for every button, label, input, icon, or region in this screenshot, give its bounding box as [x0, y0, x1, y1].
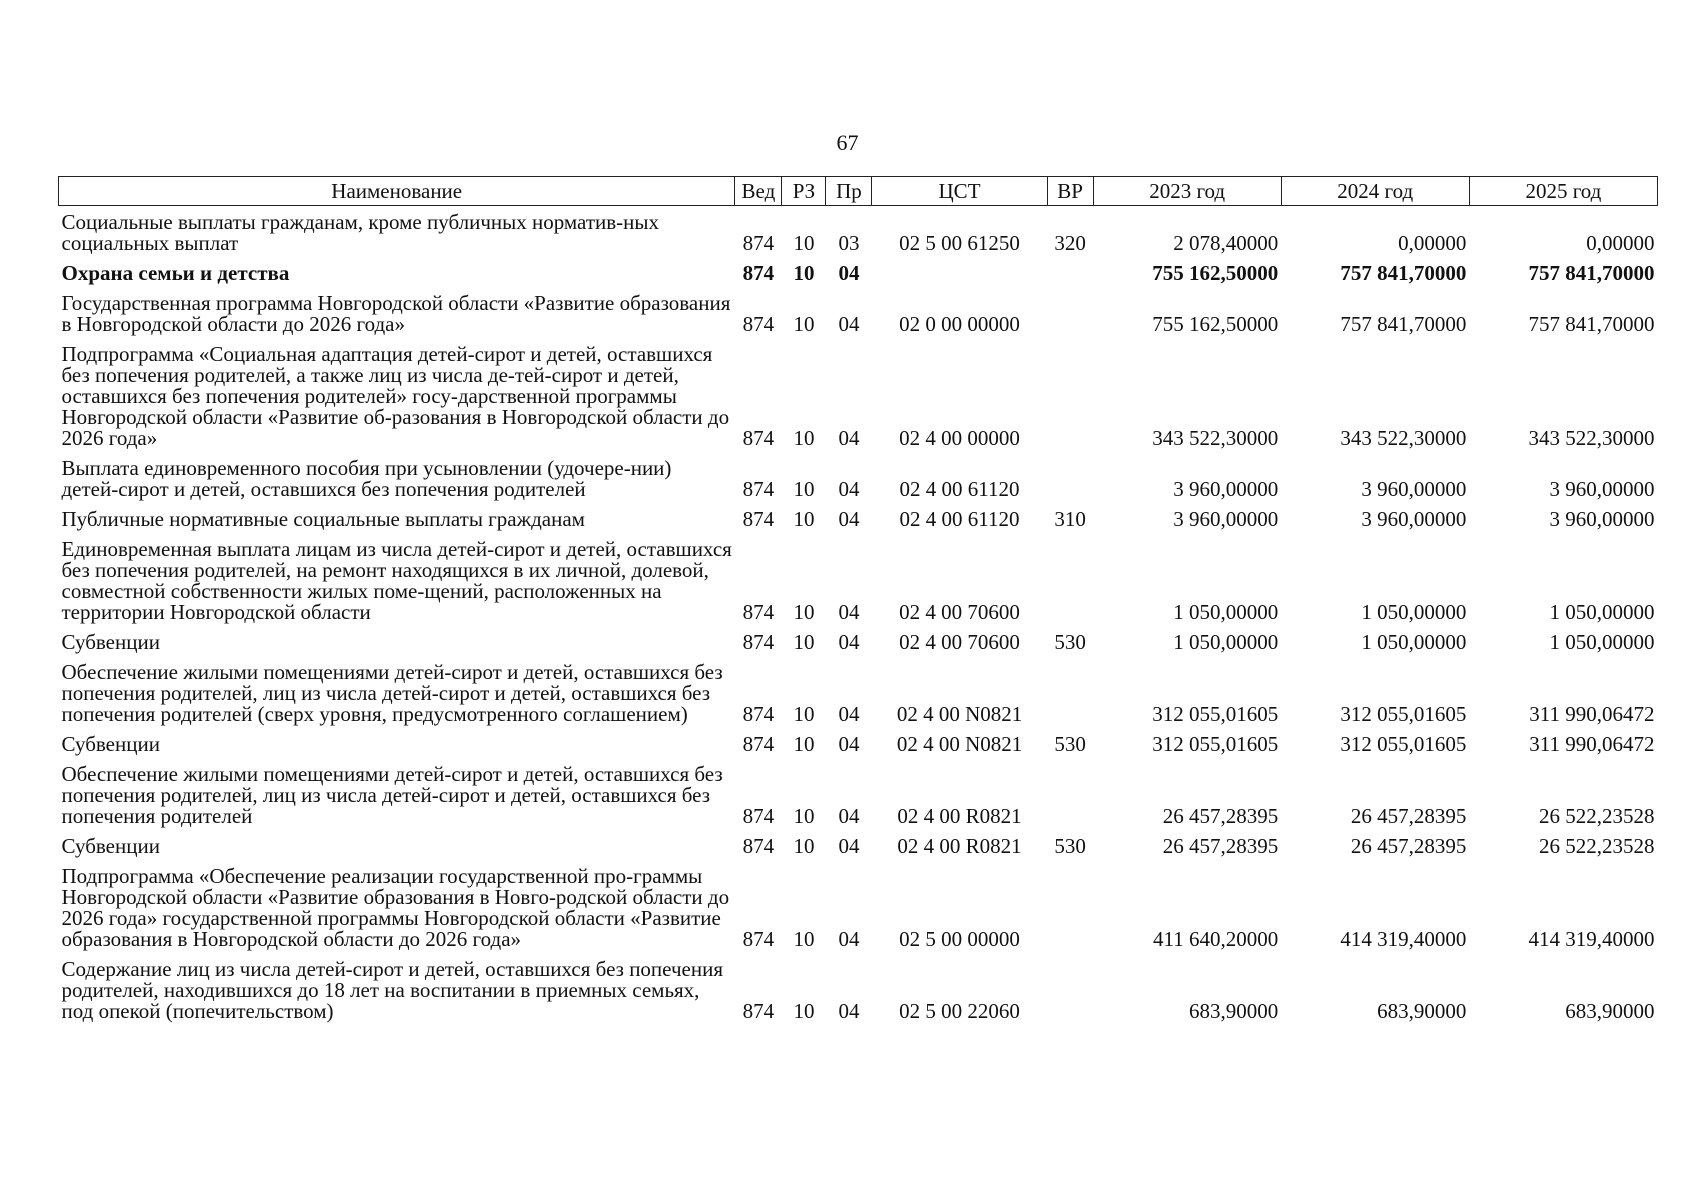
cell-vr: 310	[1054, 507, 1086, 531]
cell-name: Социальные выплаты гражданам, кроме публичных норматив-ных социальных выплат	[61, 210, 659, 255]
cell-2024: 26 457,28395	[1350, 804, 1467, 828]
cell-2025: 757 841,70000	[1528, 312, 1655, 336]
budget-table	[58, 176, 1658, 1025]
cell-rz: 10	[793, 507, 815, 531]
cell-cst: 02 4 00 00000	[899, 426, 1020, 450]
cell-vr: 530	[1054, 630, 1086, 654]
cell-ved: 874	[742, 834, 775, 858]
cell-ved: 874	[742, 732, 775, 756]
cell-ved: 874	[742, 999, 775, 1023]
cell-name: Публичные нормативные социальные выплаты гражданам	[61, 507, 585, 531]
cell-cst: 02 4 00 70600	[899, 600, 1020, 624]
table-row	[59, 758, 1658, 830]
header-vr: ВР	[1047, 177, 1093, 206]
cell-rz: 10	[793, 732, 815, 756]
cell-vr	[1047, 656, 1093, 728]
cell-2024: 0,00000	[1398, 231, 1467, 255]
header-2025: 2025 год	[1469, 177, 1657, 206]
cell-pr: 04	[838, 732, 860, 756]
cell-2024: 757 841,70000	[1340, 312, 1467, 336]
table-header	[59, 177, 1658, 206]
cell-2024: 414 319,40000	[1340, 927, 1467, 951]
header-name: Наименование	[59, 177, 735, 206]
cell-name: Обеспечение жилыми помещениями детей-сирот и детей, оставшихся без попечения родителей, лиц из числа детей-сирот и детей, оставшихся без попечения родителей	[61, 762, 723, 828]
cell-name: Охрана семьи и детства	[61, 261, 290, 285]
page-number: 67	[836, 130, 859, 155]
cell-cst: 02 4 00 R0821	[897, 834, 1022, 858]
table-row	[59, 338, 1658, 452]
cell-vr	[1047, 257, 1093, 287]
cell-2025: 1 050,00000	[1549, 630, 1655, 654]
cell-2025: 311 990,06472	[1529, 732, 1655, 756]
cell-name: Подпрограмма «Обеспечение реализации государственной про-граммы Новгородской области «Развитие образования в Новго-родской области до 2026 года» государственной программы Новгородской области «Развитие образования в Новгородской области до 2026 года»	[61, 864, 730, 951]
table-row	[59, 860, 1658, 953]
header-2023: 2023 год	[1093, 177, 1281, 206]
cell-cst: 02 4 00 61120	[899, 477, 1020, 501]
cell-2023: 3 960,00000	[1173, 507, 1279, 531]
cell-vr: 530	[1054, 834, 1086, 858]
cell-2025: 1 050,00000	[1549, 600, 1655, 624]
cell-2023: 26 457,28395	[1162, 804, 1279, 828]
table-row	[59, 953, 1658, 1025]
cell-pr: 04	[838, 477, 860, 501]
cell-rz: 10	[793, 804, 815, 828]
table-row	[59, 503, 1658, 533]
cell-2025: 343 522,30000	[1528, 426, 1655, 450]
table-row	[59, 452, 1658, 503]
cell-2024: 1 050,00000	[1361, 600, 1467, 624]
cell-2024: 683,90000	[1377, 999, 1467, 1023]
cell-cst: 02 4 00 70600	[899, 630, 1020, 654]
cell-rz: 10	[793, 261, 815, 285]
cell-2025: 0,00000	[1586, 231, 1655, 255]
cell-rz: 10	[793, 630, 815, 654]
cell-cst: 02 5 00 22060	[899, 999, 1020, 1023]
cell-ved: 874	[742, 804, 775, 828]
cell-rz: 10	[793, 702, 815, 726]
cell-pr: 04	[838, 630, 860, 654]
cell-cst: 02 5 00 00000	[899, 927, 1020, 951]
cell-ved: 874	[742, 231, 775, 255]
cell-2023: 343 522,30000	[1152, 426, 1279, 450]
cell-name: Государственная программа Новгородской области «Развитие образования в Новгородской области до 2026 года»	[61, 291, 731, 336]
cell-2024: 3 960,00000	[1361, 477, 1467, 501]
cell-2025: 683,90000	[1565, 999, 1655, 1023]
cell-pr: 04	[838, 927, 860, 951]
cell-ved: 874	[742, 312, 775, 336]
cell-ved: 874	[742, 426, 775, 450]
cell-pr: 04	[838, 426, 860, 450]
cell-rz: 10	[793, 834, 815, 858]
cell-pr: 04	[838, 600, 860, 624]
cell-2023: 312 055,01605	[1152, 732, 1279, 756]
cell-name: Субвенции	[61, 732, 160, 756]
cell-2025: 757 841,70000	[1528, 261, 1655, 285]
cell-2023: 411 640,20000	[1152, 927, 1279, 951]
table-row	[59, 257, 1658, 287]
cell-cst: 02 0 00 00000	[899, 312, 1020, 336]
cell-ved: 874	[742, 261, 775, 285]
cell-rz: 10	[793, 927, 815, 951]
table-body	[59, 206, 1658, 1026]
cell-2023: 2 078,40000	[1173, 231, 1279, 255]
cell-rz: 10	[793, 600, 815, 624]
cell-pr: 04	[838, 312, 860, 336]
cell-vr	[1047, 860, 1093, 953]
cell-pr: 04	[838, 261, 860, 285]
cell-2024: 312 055,01605	[1340, 732, 1467, 756]
header-2024: 2024 год	[1281, 177, 1469, 206]
cell-2023: 312 055,01605	[1152, 702, 1279, 726]
cell-2025: 414 319,40000	[1528, 927, 1655, 951]
cell-ved: 874	[742, 927, 775, 951]
cell-2024: 343 522,30000	[1340, 426, 1467, 450]
cell-ved: 874	[742, 507, 775, 531]
cell-cst: 02 5 00 61250	[899, 231, 1020, 255]
header-ved: Вед	[735, 177, 782, 206]
cell-rz: 10	[793, 477, 815, 501]
cell-ved: 874	[742, 630, 775, 654]
cell-vr	[1047, 533, 1093, 626]
cell-2023: 3 960,00000	[1173, 477, 1279, 501]
cell-2025: 26 522,23528	[1539, 834, 1655, 858]
cell-2025: 311 990,06472	[1529, 702, 1655, 726]
cell-ved: 874	[742, 600, 775, 624]
cell-name: Единовременная выплата лицам из числа детей-сирот и детей, оставшихся без попечения родителей, на ремонт находящихся в их личной, долевой, совместной собственности жилых поме-щений, расположенных на территории Новгородской области	[61, 537, 732, 624]
cell-2023: 755 162,50000	[1152, 261, 1279, 285]
cell-vr	[1047, 338, 1093, 452]
cell-2023: 755 162,50000	[1152, 312, 1279, 336]
cell-2025: 26 522,23528	[1539, 804, 1655, 828]
cell-2024: 3 960,00000	[1361, 507, 1467, 531]
table-row	[59, 728, 1658, 758]
cell-2024: 26 457,28395	[1350, 834, 1467, 858]
cell-name: Выплата единовременного пособия при усыновлении (удочере-нии) детей-сирот и детей, оставшихся без попечения родителей	[61, 456, 672, 501]
cell-rz: 10	[793, 312, 815, 336]
cell-rz: 10	[793, 426, 815, 450]
cell-pr: 04	[838, 834, 860, 858]
cell-pr: 04	[838, 507, 860, 531]
cell-rz: 10	[793, 999, 815, 1023]
header-pr: Пр	[826, 177, 872, 206]
cell-2024: 757 841,70000	[1340, 261, 1467, 285]
cell-cst: 02 4 00 N0821	[896, 702, 1023, 726]
cell-pr: 04	[838, 999, 860, 1023]
cell-vr	[1047, 452, 1093, 503]
cell-vr	[1047, 758, 1093, 830]
cell-cst: 02 4 00 61120	[899, 507, 1020, 531]
cell-2024: 1 050,00000	[1361, 630, 1467, 654]
table-row	[59, 206, 1658, 258]
table-row	[59, 533, 1658, 626]
cell-name: Субвенции	[61, 834, 160, 858]
cell-vr: 320	[1054, 231, 1086, 255]
table-row	[59, 287, 1658, 338]
table-row	[59, 656, 1658, 728]
cell-2025: 3 960,00000	[1549, 507, 1655, 531]
cell-vr	[1047, 287, 1093, 338]
cell-2023: 1 050,00000	[1173, 630, 1279, 654]
cell-rz: 10	[793, 231, 815, 255]
table-row	[59, 626, 1658, 656]
cell-vr	[1047, 953, 1093, 1025]
cell-name: Содержание лиц из числа детей-сирот и детей, оставшихся без попечения родителей, находившихся до 18 лет на воспитании в приемных семьях, под опекой (попечительством)	[61, 957, 723, 1023]
cell-pr: 04	[838, 702, 860, 726]
cell-ved: 874	[742, 702, 775, 726]
cell-cst: 02 4 00 R0821	[897, 804, 1022, 828]
cell-name: Субвенции	[61, 630, 160, 654]
header-cst: ЦСТ	[872, 177, 1047, 206]
header-rz: РЗ	[782, 177, 826, 206]
table-row	[59, 830, 1658, 860]
cell-2024: 312 055,01605	[1340, 702, 1467, 726]
cell-name: Обеспечение жилыми помещениями детей-сирот и детей, оставшихся без попечения родителей, лиц из числа детей-сирот и детей, оставшихся без попечения родителей (сверх уровня, предусмотренного соглашением)	[61, 660, 723, 726]
cell-pr: 03	[838, 231, 860, 255]
cell-pr: 04	[838, 804, 860, 828]
cell-name: Подпрограмма «Социальная адаптация детей-сирот и детей, оставшихся без попечения родителей, а также лиц из числа де-тей-сирот и детей, оставшихся без попечения родителей» госу-дарственной программы Новгородской области «Развитие об-разования в Новгородской области до 2026 года»	[61, 342, 730, 450]
cell-2023: 1 050,00000	[1173, 600, 1279, 624]
cell-cst	[872, 257, 1047, 287]
cell-vr: 530	[1054, 732, 1086, 756]
cell-2023: 26 457,28395	[1162, 834, 1279, 858]
cell-cst: 02 4 00 N0821	[896, 732, 1023, 756]
cell-2025: 3 960,00000	[1549, 477, 1655, 501]
cell-ved: 874	[742, 477, 775, 501]
cell-2023: 683,90000	[1188, 999, 1279, 1023]
